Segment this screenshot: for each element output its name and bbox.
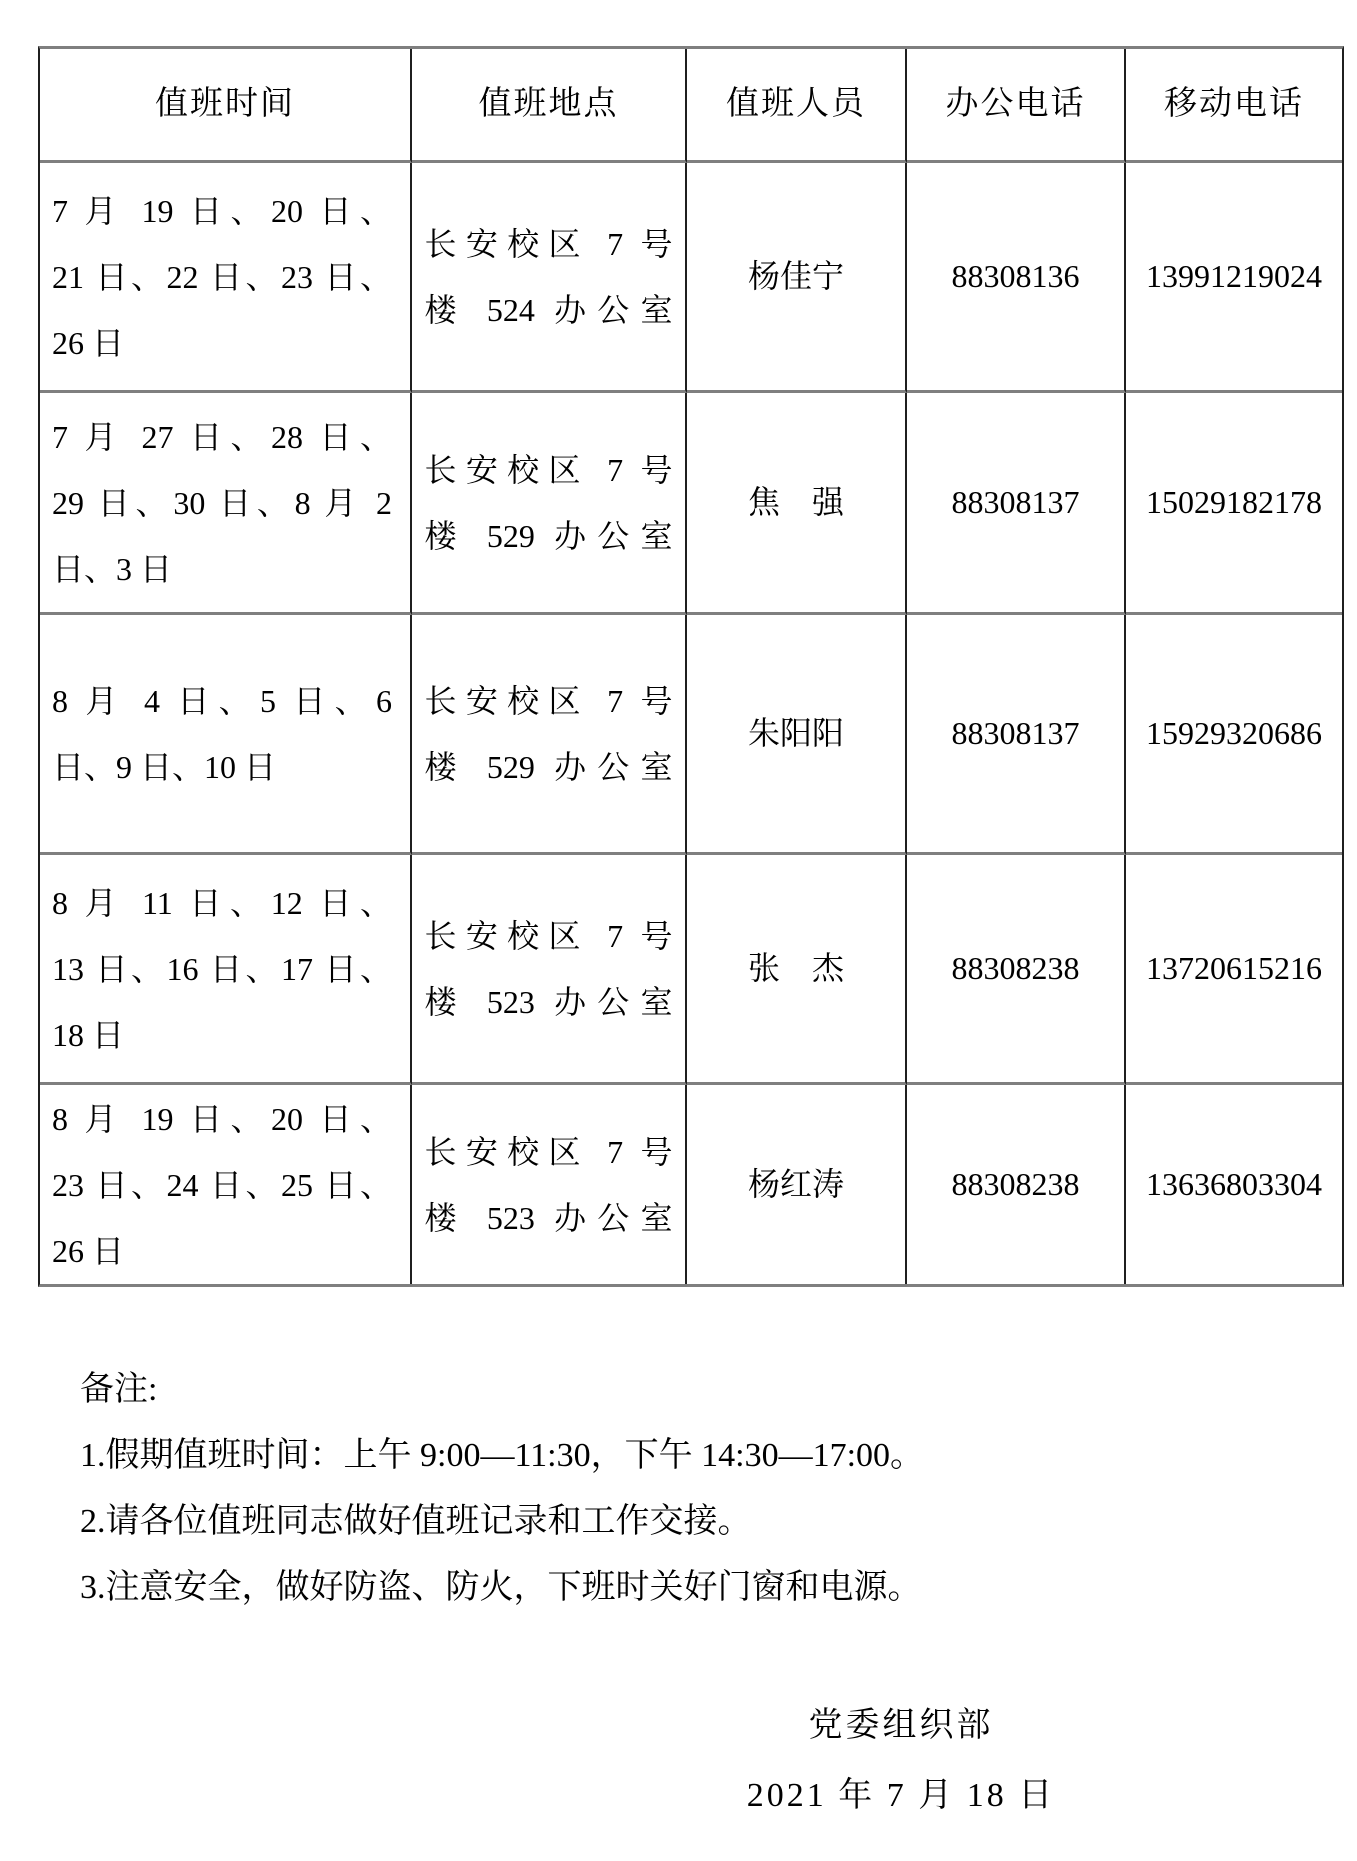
duty-person-cell: 杨红涛: [687, 1085, 907, 1284]
duty-person-cell: 朱阳阳: [687, 615, 907, 855]
duty-person-cell: 杨佳宁: [687, 163, 907, 393]
duty-time-line: 8 月 19 日、20 日、: [52, 1100, 392, 1137]
duty-time-line: 日、9 日、10 日: [52, 748, 277, 785]
duty-time-line: 23 日、24 日、25 日、: [52, 1166, 392, 1203]
mobile-phone-cell: 13636803304: [1146, 1166, 1322, 1203]
duty-time-line: 13 日、16 日、17 日、: [52, 950, 392, 987]
signing-department: 党委组织部: [808, 1707, 994, 1744]
duty-location-cell: [412, 393, 687, 615]
duty-location-line: 楼 529 办公室: [424, 748, 673, 785]
duty-time-line: 26 日: [52, 1232, 125, 1269]
duty-location-line: 长安校区 7 号: [424, 682, 673, 719]
duty-time-line: 29 日、30 日、8 月 2: [52, 484, 392, 521]
duty-location-line: 楼 529 办公室: [424, 517, 673, 554]
duty-time-line: 26 日: [52, 324, 125, 361]
duty-location-cell: [412, 855, 687, 1085]
duty-time-line: 日、3 日: [52, 550, 173, 587]
duty-location-line: 楼 523 办公室: [424, 983, 673, 1020]
note-item-3: 3.注意安全，做好防盗、防火，下班时关好门窗和电源。: [80, 1569, 922, 1606]
duty-location-cell: [412, 615, 687, 855]
duty-time-line: 8 月 4 日、5 日、6: [52, 682, 392, 719]
duty-location-line: 长安校区 7 号: [424, 451, 673, 488]
duty-time-line: 7 月 19 日、20 日、: [52, 192, 392, 229]
signature-block: [445, 1691, 1357, 1831]
duty-time-cell: [40, 855, 412, 1085]
duty-time-line: 18 日: [52, 1016, 125, 1053]
duty-location-cell: [412, 163, 687, 393]
mobile-phone-cell: 15029182178: [1126, 393, 1342, 615]
office-phone-cell: 88308137: [907, 615, 1126, 855]
header-duty-person: 值班人员: [687, 49, 907, 163]
duty-schedule-table: [38, 46, 1344, 1287]
duty-location-cell: [412, 1085, 687, 1284]
duty-time-line: 8 月 11 日、12 日、: [52, 884, 392, 921]
office-phone-cell: 88308137: [907, 393, 1126, 615]
duty-location-line: 长安校区 7 号: [424, 1133, 673, 1170]
duty-location-line: 长安校区 7 号: [424, 225, 673, 262]
note-item-1: 1.假期值班时间：上午 9:00—11:30，下午 14:30—17:00。: [80, 1437, 925, 1474]
mobile-phone-cell: 13991219024: [1126, 163, 1342, 393]
mobile-phone-cell: 13720615216: [1126, 855, 1342, 1085]
note-item-2: 2.请各位值班同志做好值班记录和工作交接。: [80, 1503, 752, 1540]
duty-person-cell: 焦 强: [687, 393, 907, 615]
header-duty-time: 值班时间: [40, 49, 412, 163]
mobile-phone-cell: 15929320686: [1126, 615, 1342, 855]
notes-title: 备注:: [80, 1371, 158, 1408]
duty-time-cell: [40, 163, 412, 393]
duty-person-cell: 张 杰: [687, 855, 907, 1085]
duty-time-cell: [40, 1085, 412, 1284]
signing-date: 2021 年 7 月 18 日: [746, 1777, 1056, 1814]
duty-time-line: 7 月 27 日、28 日、: [52, 418, 392, 455]
duty-location-line: 楼 524 办公室: [424, 291, 673, 328]
office-phone-cell: 88308238: [907, 855, 1126, 1085]
duty-time-line: 21 日、22 日、23 日、: [52, 258, 392, 295]
office-phone-cell: 88308238: [907, 1085, 1126, 1284]
duty-time-cell: [40, 615, 412, 855]
duty-location-line: 楼 523 办公室: [424, 1199, 673, 1236]
header-office-phone: 办公电话: [907, 49, 1126, 163]
header-duty-location: 值班地点: [412, 49, 687, 163]
duty-location-line: 长安校区 7 号: [424, 917, 673, 954]
office-phone-cell: 88308136: [907, 163, 1126, 393]
notes-section: [80, 1357, 1357, 1621]
duty-time-cell: [40, 393, 412, 615]
header-mobile-phone: 移动电话: [1126, 49, 1342, 163]
